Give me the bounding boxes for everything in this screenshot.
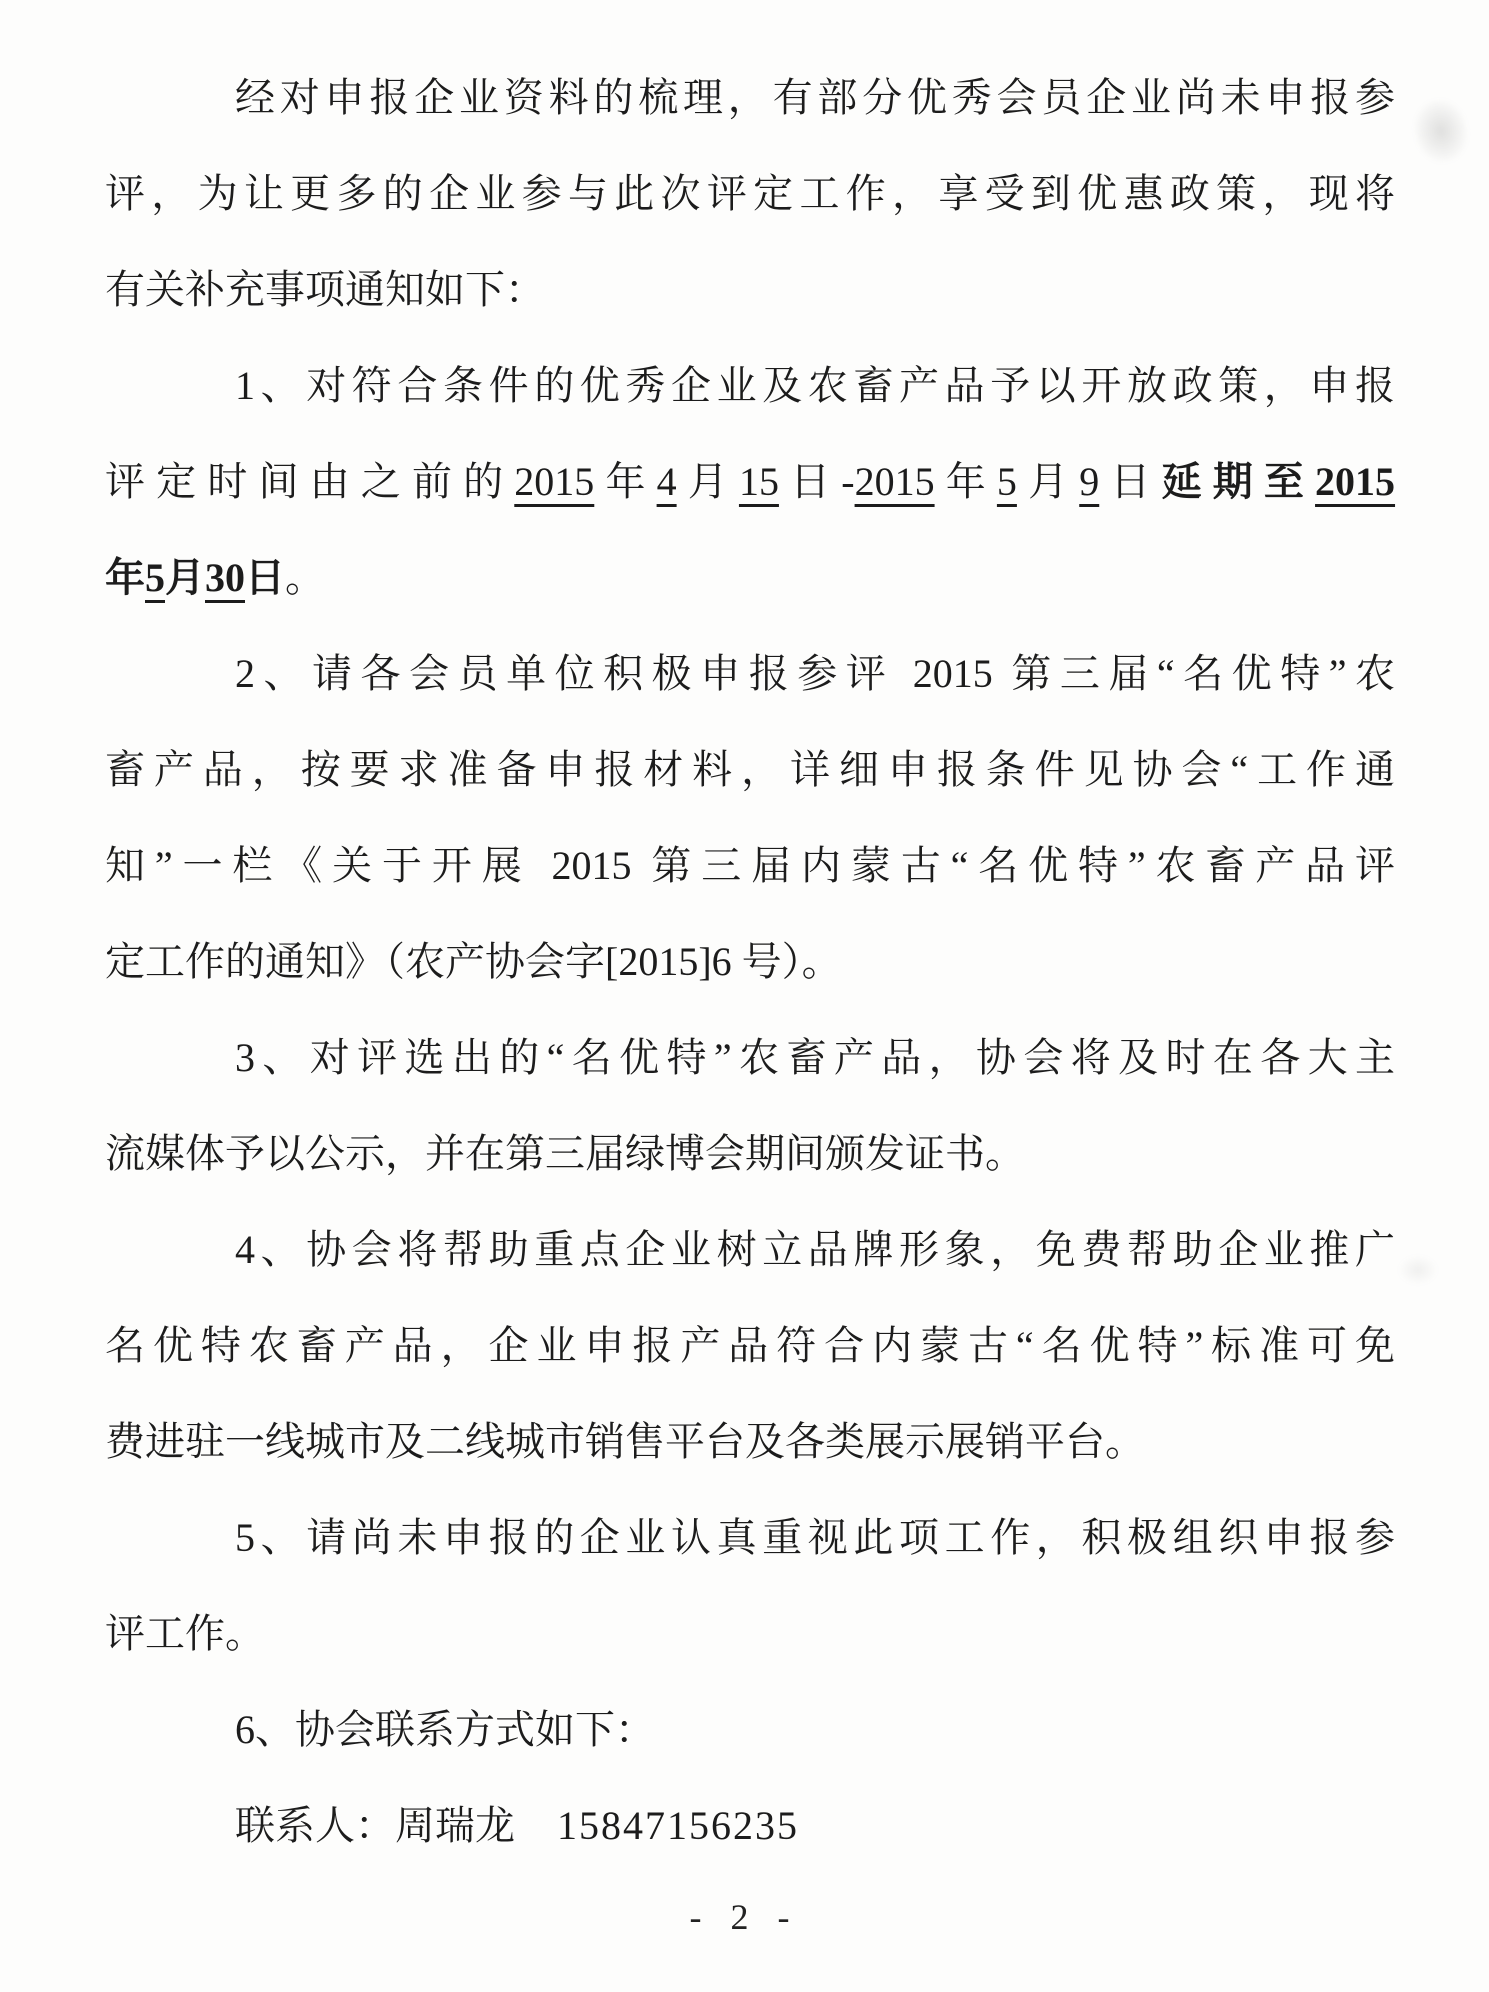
- item1-l2-month-old: 4: [656, 459, 677, 504]
- item1-l2-month2-char: 月: [1016, 459, 1080, 504]
- contact-line: [105, 1778, 1395, 1874]
- item1-l3-period: 。: [285, 555, 325, 600]
- item1-l3-new-month: 5: [145, 555, 165, 600]
- item4-line-2: 名优特农畜产品，企业申报产品符合内蒙古“名优特”标准可免: [105, 1323, 1395, 1368]
- item1-l3-new-day: 30: [205, 555, 245, 600]
- item1-l2-day-char-dash: 日-: [778, 459, 855, 504]
- item3-line-1: 3、对评选出的“名优特”农畜产品，协会将及时在各大主: [235, 1035, 1395, 1080]
- contact-phone-number: 15847156235: [557, 1803, 799, 1848]
- item1-l2-day2-char: 日: [1099, 459, 1162, 504]
- item1-l2-year-char: 年: [594, 459, 657, 504]
- item1-l2-month-char: 月: [676, 459, 739, 504]
- page-number: - 2 -: [689, 1897, 800, 1937]
- intro-line-2: 评，为让更多的企业参与此次评定工作，享受到优惠政策，现将: [105, 171, 1395, 216]
- item2-line-2: 畜产品，按要求准备申报材料，详细申报条件见协会“工作通: [105, 747, 1395, 792]
- item1-l2-day2: 9: [1079, 459, 1100, 504]
- contact-person: 联系人：周瑞龙: [235, 1803, 515, 1848]
- item1-l2-year2-char: 年: [934, 459, 997, 504]
- notice-body: [105, 50, 1395, 1874]
- intro-line-1: 经对申报企业资料的梳理，有部分优秀会员企业尚未申报参: [235, 75, 1395, 120]
- item1-l2-month2: 5: [996, 459, 1017, 504]
- item1-line-3-newdate: [105, 530, 1395, 626]
- item4-line-3: 费进驻一线城市及二线城市销售平台及各类展示展销平台。: [105, 1419, 1145, 1464]
- item5-line-1: 5、请尚未申报的企业认真重视此项工作，积极组织申报参: [235, 1515, 1395, 1560]
- intro-line-3: 有关补充事项通知如下：: [105, 267, 545, 312]
- item4-line-1: 4、协会将帮助重点企业树立品牌形象，免费帮助企业推广: [235, 1227, 1395, 1272]
- item2-line-3: 知”一栏《关于开展 2015 第三届内蒙古“名优特”农畜产品评: [105, 843, 1395, 888]
- item2-line-1: 2、请各会员单位积极申报参评 2015 第三届“名优特”农: [235, 651, 1395, 696]
- item1-l2-new-year: 2015: [1315, 459, 1396, 504]
- item3-line-2: 流媒体予以公示，并在第三届绿博会期间颁发证书。: [105, 1131, 1025, 1176]
- scan-smudge-right: [1398, 1255, 1438, 1285]
- item1-l2-year-old: 2015: [514, 459, 595, 504]
- item1-l3-day-char: 日: [245, 555, 285, 600]
- scan-smudge-top-right: [1409, 95, 1473, 166]
- item1-l2-extend-text: 延期至: [1161, 459, 1316, 504]
- item6-line-1: 6、协会联系方式如下：: [235, 1707, 655, 1752]
- item1-l2-day-old: 15: [738, 459, 779, 504]
- item1-line-1: 1、对符合条件的优秀企业及农畜产品予以开放政策，申报: [235, 363, 1395, 408]
- item1-l3-year-char: 年: [105, 555, 145, 600]
- item1-l3-month-char: 月: [165, 555, 205, 600]
- item2-line-4: 定工作的通知》（农产协会字[2015]6 号）。: [105, 939, 842, 984]
- item1-l2-year2: 2015: [854, 459, 935, 504]
- item5-line-2: 评工作。: [105, 1611, 265, 1656]
- item1-line-2-dates: [105, 434, 1395, 530]
- item1-l2-text: 评定时间由之前的: [105, 459, 515, 504]
